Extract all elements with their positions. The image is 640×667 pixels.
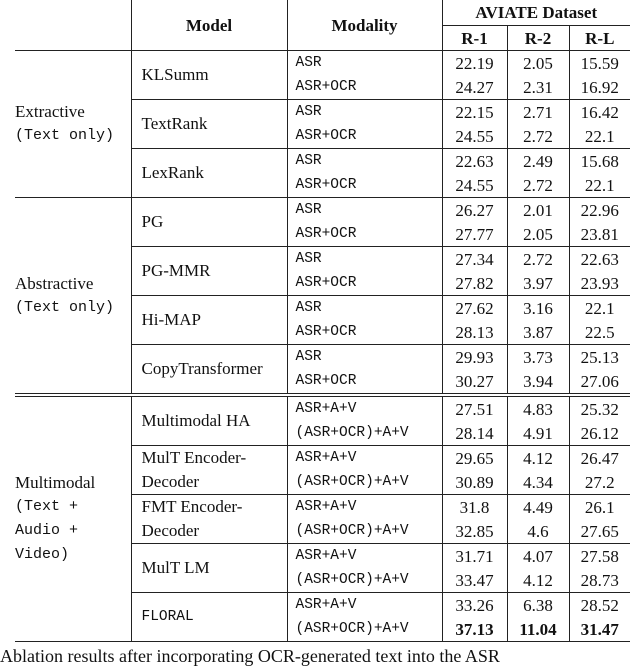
r2-cell: 2.71 — [507, 100, 569, 125]
modality-cell: ASR+OCR — [287, 124, 442, 149]
table-row — [15, 395, 630, 421]
r1-cell: 27.34 — [442, 247, 507, 272]
r2-cell: 4.34 — [507, 470, 569, 495]
rl-cell: 15.68 — [580, 151, 619, 171]
modality-cell: (ASR+OCR)+A+V — [287, 568, 442, 593]
model-name: Multimodal HA — [131, 395, 287, 446]
r1-cell: 24.55 — [442, 173, 507, 198]
group-sublabel: (Text only) — [15, 127, 115, 144]
modality-cell: ASR+A+V — [287, 544, 442, 569]
r2-cell: 2.05 — [507, 51, 569, 76]
table-row — [15, 51, 630, 76]
r1-cell: 26.27 — [442, 198, 507, 223]
rl-cell: 28.73 — [569, 568, 630, 593]
model-name: MulT LM — [131, 544, 287, 593]
modality-cell: ASR — [287, 51, 442, 76]
modality-cell: ASR — [287, 100, 442, 125]
r2-cell: 2.72 — [507, 124, 569, 149]
model-name: TextRank — [131, 100, 287, 149]
modality-cell: ASR — [287, 247, 442, 272]
r2-cell: 4.83 — [507, 395, 569, 421]
modality-cell: (ASR+OCR)+A+V — [287, 421, 442, 446]
rl-cell: 23.81 — [569, 222, 630, 247]
group-header — [15, 0, 131, 51]
rl-cell: 16.92 — [569, 75, 630, 100]
rl-cell: 27.58 — [580, 546, 619, 566]
model-name: Hi-MAP — [131, 296, 287, 345]
group-name: Multimodal — [15, 473, 96, 492]
r1-cell: 27.62 — [442, 296, 507, 321]
r2-cell: 6.38 — [507, 593, 569, 618]
r1-cell: 22.15 — [442, 100, 507, 125]
modality-cell: (ASR+OCR)+A+V — [287, 519, 442, 544]
r1-cell: 31.8 — [442, 495, 507, 520]
r2-cell: 2.05 — [507, 222, 569, 247]
rl-cell: 22.5 — [569, 320, 630, 345]
r2-cell: 3.97 — [507, 271, 569, 296]
modality-cell: ASR — [287, 198, 442, 223]
r2-cell: 2.01 — [507, 198, 569, 223]
modality-cell: ASR — [287, 296, 442, 321]
rl-cell: 27.2 — [569, 470, 630, 495]
modality-cell: ASR — [287, 149, 442, 174]
rl-cell: 15.59 — [580, 53, 619, 73]
modality-cell: ASR+OCR — [287, 271, 442, 296]
modality-header: Modality — [287, 0, 442, 51]
r1-cell: 33.47 — [442, 568, 507, 593]
r1-cell: 22.63 — [442, 149, 507, 174]
r2-cell: 4.49 — [507, 495, 569, 520]
modality-cell: ASR+OCR — [287, 75, 442, 100]
r2-cell: 3.73 — [507, 345, 569, 370]
r1-cell: 24.27 — [442, 75, 507, 100]
r2-cell: 3.94 — [507, 369, 569, 395]
r2-cell: 3.87 — [507, 320, 569, 345]
rl-cell: 25.32 — [580, 399, 619, 419]
model-name: FLORAL — [131, 593, 287, 642]
r1-cell: 27.77 — [442, 222, 507, 247]
modality-cell: ASR+OCR — [287, 173, 442, 198]
rl-cell: 27.65 — [569, 519, 630, 544]
metric-header-rl: R-L — [569, 26, 630, 51]
rl-cell: 28.52 — [580, 595, 619, 615]
r1-cell: 29.93 — [442, 345, 507, 370]
metric-header-r2: R-2 — [507, 26, 569, 51]
r1-cell: 22.19 — [442, 51, 507, 76]
r1-cell: 29.65 — [442, 446, 507, 471]
table-caption: Ablation results after incorporating OCR-generated text into the ASR — [0, 646, 500, 666]
r2-cell: 2.72 — [507, 247, 569, 272]
modality-cell: (ASR+OCR)+A+V — [287, 470, 442, 495]
model-name: LexRank — [131, 149, 287, 198]
r2-cell: 4.91 — [507, 421, 569, 446]
rl-cell: 16.42 — [580, 102, 619, 122]
group-name: Extractive — [15, 102, 85, 121]
model-name: KLSumm — [131, 51, 287, 100]
r1-cell: 24.55 — [442, 124, 507, 149]
modality-cell: ASR+A+V — [287, 495, 442, 520]
r1-cell: 33.26 — [442, 593, 507, 618]
modality-cell: ASR+OCR — [287, 222, 442, 247]
model-name: FMT Encoder-Decoder — [131, 495, 287, 544]
group-sublabel: (Text only) — [15, 298, 115, 316]
r2-cell: 4.12 — [507, 568, 569, 593]
r1-cell: 30.27 — [442, 369, 507, 395]
r2-cell: 11.04 — [507, 617, 569, 642]
r1-cell: 31.71 — [442, 544, 507, 569]
metric-header-r1: R-1 — [442, 26, 507, 51]
modality-cell: (ASR+OCR)+A+V — [287, 617, 442, 642]
r2-cell: 4.12 — [507, 446, 569, 471]
model-name: MulT Encoder-Decoder — [131, 446, 287, 495]
results-table — [15, 0, 630, 642]
group-name: Abstractive — [15, 273, 94, 293]
dataset-header: AVIATE Dataset — [442, 0, 630, 26]
model-header: Model — [131, 0, 287, 51]
r1-cell: 30.89 — [442, 470, 507, 495]
modality-cell: ASR+A+V — [287, 395, 442, 421]
rl-cell: 22.1 — [569, 173, 630, 198]
table-row — [15, 198, 630, 223]
modality-cell: ASR+OCR — [287, 320, 442, 345]
r1-cell: 37.13 — [442, 617, 507, 642]
rl-cell: 26.12 — [569, 421, 630, 446]
r2-cell: 2.72 — [507, 173, 569, 198]
r2-cell: 4.6 — [507, 519, 569, 544]
rl-cell: 25.13 — [580, 347, 619, 367]
r1-cell: 32.85 — [442, 519, 507, 544]
rl-cell: 26.1 — [584, 497, 615, 517]
rl-cell: 31.47 — [569, 617, 630, 642]
modality-cell: ASR — [287, 345, 442, 370]
r2-cell: 2.31 — [507, 75, 569, 100]
rl-cell: 26.47 — [580, 448, 619, 468]
model-name: PG — [131, 198, 287, 247]
r1-cell: 27.82 — [442, 271, 507, 296]
results-body — [15, 51, 630, 642]
r1-cell: 28.14 — [442, 421, 507, 446]
rl-cell: 27.06 — [569, 369, 630, 395]
r2-cell: 4.07 — [507, 544, 569, 569]
rl-cell: 23.93 — [569, 271, 630, 296]
modality-cell: ASR+A+V — [287, 593, 442, 618]
rl-cell: 22.1 — [569, 124, 630, 149]
modality-cell: ASR+OCR — [287, 369, 442, 395]
r1-cell: 27.51 — [442, 395, 507, 421]
r1-cell: 28.13 — [442, 320, 507, 345]
model-name: CopyTransformer — [131, 345, 287, 396]
rl-cell: 22.1 — [584, 298, 615, 318]
rl-cell: 22.63 — [580, 249, 619, 269]
group-label — [15, 198, 131, 396]
r2-cell: 3.16 — [507, 296, 569, 321]
r2-cell: 2.49 — [507, 149, 569, 174]
rl-cell: 22.96 — [580, 200, 619, 220]
modality-cell: ASR+A+V — [287, 446, 442, 471]
group-label — [15, 395, 131, 642]
group-sublabel: (Text + Audio + Video) — [15, 498, 79, 563]
group-label — [15, 51, 131, 198]
model-name: PG-MMR — [131, 247, 287, 296]
